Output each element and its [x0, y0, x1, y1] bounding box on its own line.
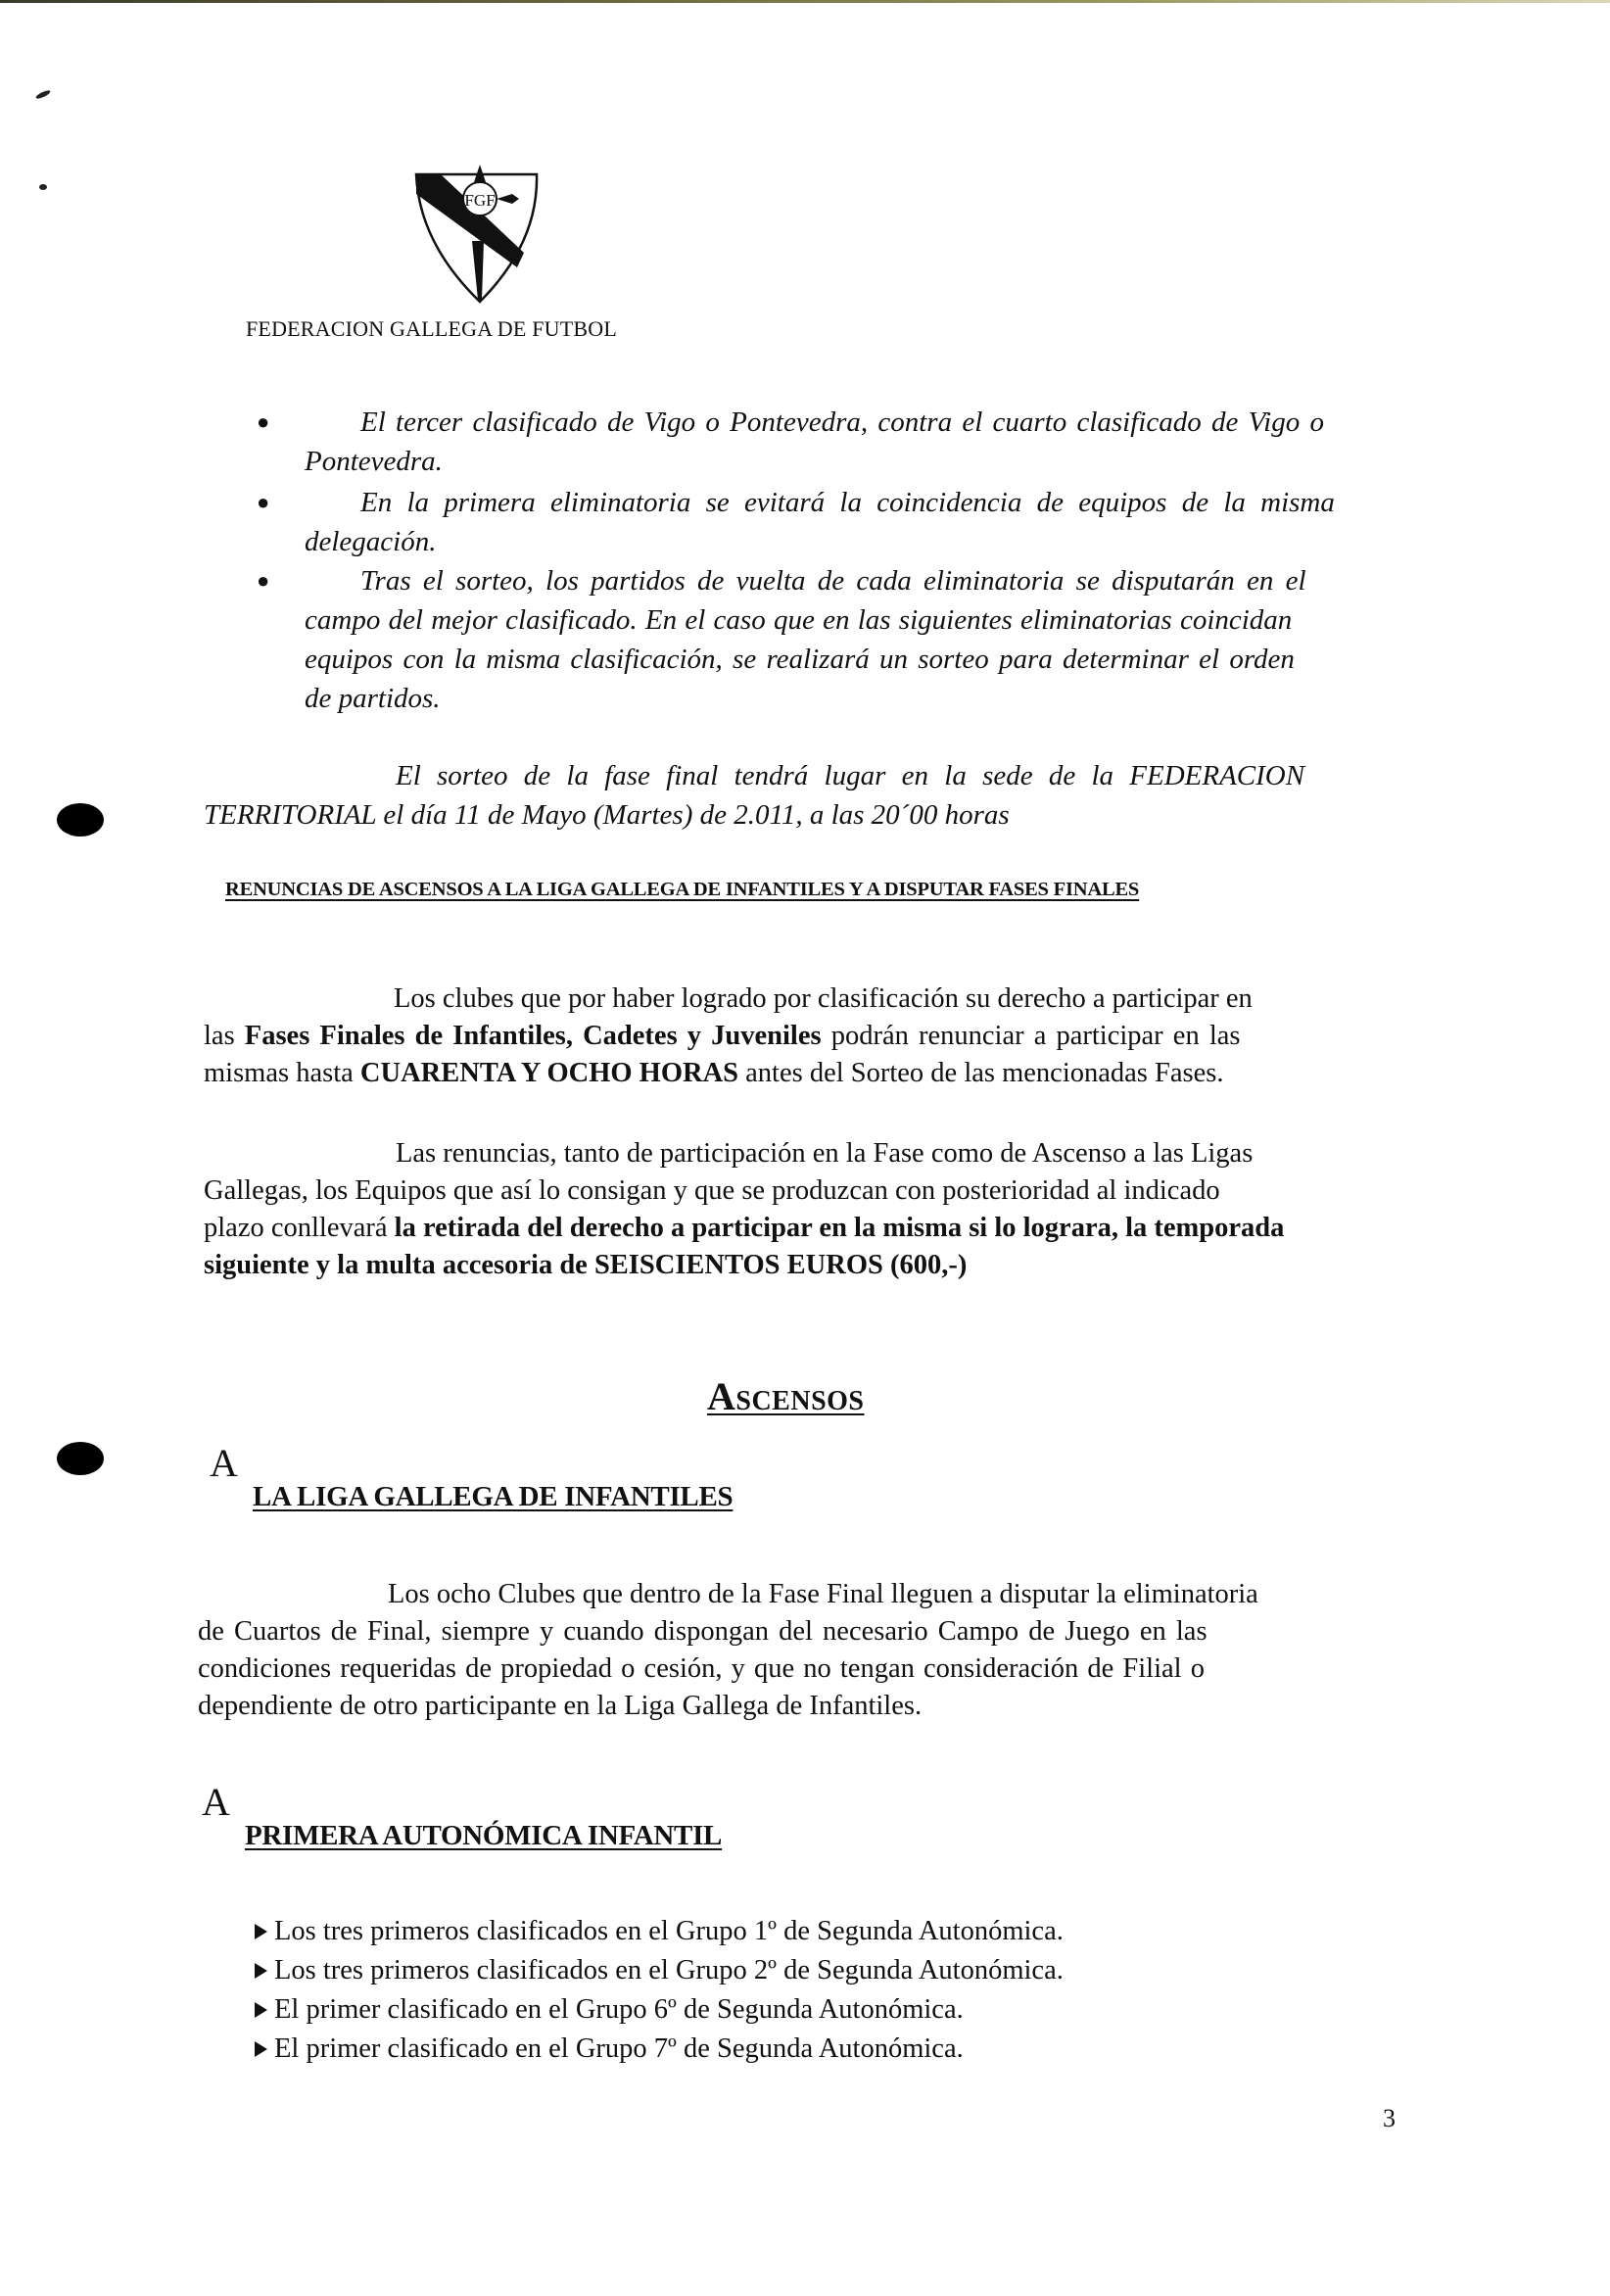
list-item: El primer clasificado en el Grupo 6º de Segunda Autonómica.: [274, 1994, 964, 2025]
section-prefix: A: [210, 1441, 238, 1485]
triangle-bullet-icon: [255, 1924, 267, 1939]
paragraph-line: mismas hasta CUARENTA Y OCHO HORAS antes del Sorteo de las mencionadas Fases.: [204, 1058, 1224, 1088]
svg-text:FGF: FGF: [464, 191, 496, 210]
paragraph-line: las Fases Finales de Infantiles, Cadetes y Juveniles podrán renunciar a participar en las: [204, 1021, 1241, 1051]
list-item: El primer clasificado en el Grupo 7º de Segunda Autonómica.: [274, 2033, 964, 2064]
renuncias-heading: RENUNCIAS DE ASCENSOS A LA LIGA GALLEGA DE INFANTILES Y A DISPUTAR FASES FINALES: [225, 879, 1140, 900]
list-item: Los tres primeros clasificados en el Grupo 1º de Segunda Autonómica.: [274, 1916, 1064, 1946]
page-number: 3: [1383, 2104, 1396, 2132]
bullet-line: de partidos.: [305, 683, 441, 714]
bullet-icon: ●: [257, 409, 270, 434]
triangle-bullet-icon: [255, 1963, 267, 1979]
sorteo-line: El sorteo de la fase final tendrá lugar en la sede de la FEDERACION: [396, 760, 1305, 791]
paragraph-line: de Cuartos de Final, siempre y cuando dispongan del necesario Campo de Juego en las: [198, 1616, 1208, 1647]
section-prefix: A: [202, 1780, 230, 1824]
section-heading: PRIMERA AUTONÓMICA INFANTIL: [245, 1820, 723, 1851]
scan-speck: [35, 89, 52, 100]
paragraph-line: plazo conllevará la retirada del derecho a participar en la misma si lo lograra, la temporada: [204, 1213, 1285, 1243]
bold-text: CUARENTA Y OCHO HORAS: [359, 1058, 739, 1088]
organization-name: FEDERACION GALLEGA DE FUTBOL: [246, 316, 617, 341]
paragraph-line: Los ocho Clubes que dentro de la Fase Final lleguen a disputar la eliminatoria: [388, 1579, 1258, 1609]
list-item: Los tres primeros clasificados en el Grupo 2º de Segunda Autonómica.: [274, 1955, 1064, 1985]
paragraph-line: Los clubes que por haber logrado por clasificación su derecho a participar en: [394, 983, 1253, 1014]
bullet-line: campo del mejor clasificado. En el caso que en las siguientes eliminatorias coincidan: [305, 604, 1293, 636]
triangle-bullet-icon: [255, 2041, 267, 2057]
bullet-line: En la primera eliminatoria se evitará la coincidencia de equipos de la misma: [360, 487, 1335, 518]
bullet-line: Tras el sorteo, los partidos de vuelta de cada eliminatoria se disputarán en el: [360, 565, 1306, 597]
paragraph-line: Gallegas, los Equipos que así lo consigan y que se produzcan con posterioridad al indicado: [204, 1175, 1220, 1206]
bullet-line: El tercer clasificado de Vigo o Pontevedra, contra el cuarto clasificado de Vigo o: [360, 407, 1324, 438]
sorteo-line: TERRITORIAL el día 11 de Mayo (Martes) de 2.011, a las 20´00 horas: [204, 799, 1010, 831]
triangle-bullet-icon: [255, 2002, 267, 2018]
punch-hole: [57, 1442, 104, 1475]
bullet-icon: ●: [257, 568, 270, 593]
punch-hole: [57, 803, 104, 837]
bullet-line: Pontevedra.: [305, 446, 443, 477]
section-heading: LA LIGA GALLEGA DE INFANTILES: [253, 1481, 734, 1512]
scan-speck: [39, 184, 47, 190]
bullet-line: delegación.: [305, 526, 437, 557]
bold-text: la retirada del derecho a participar en la misma si lo lograra, la temporada: [394, 1213, 1285, 1243]
ascensos-title: Ascensos: [707, 1374, 865, 1418]
paragraph-line: siguiente y la multa accesoria de SEISCIENTOS EUROS (600,-): [204, 1250, 968, 1280]
scan-edge: [0, 0, 1610, 3]
paragraph-line: dependiente de otro participante en la Liga Gallega de Infantiles.: [198, 1691, 923, 1721]
paragraph-line: Las renuncias, tanto de participación en la Fase como de Ascenso a las Ligas: [396, 1138, 1254, 1169]
bold-text: Fases Finales de Infantiles, Cadetes y Juveniles: [244, 1021, 822, 1051]
bullet-icon: ●: [257, 490, 270, 514]
fgf-shield-logo-icon: [411, 155, 548, 311]
paragraph-line: condiciones requeridas de propiedad o cesión, y que no tengan consideración de Filial o: [198, 1653, 1205, 1684]
bullet-line: equipos con la misma clasificación, se realizará un sorteo para determinar el orden: [305, 644, 1295, 675]
